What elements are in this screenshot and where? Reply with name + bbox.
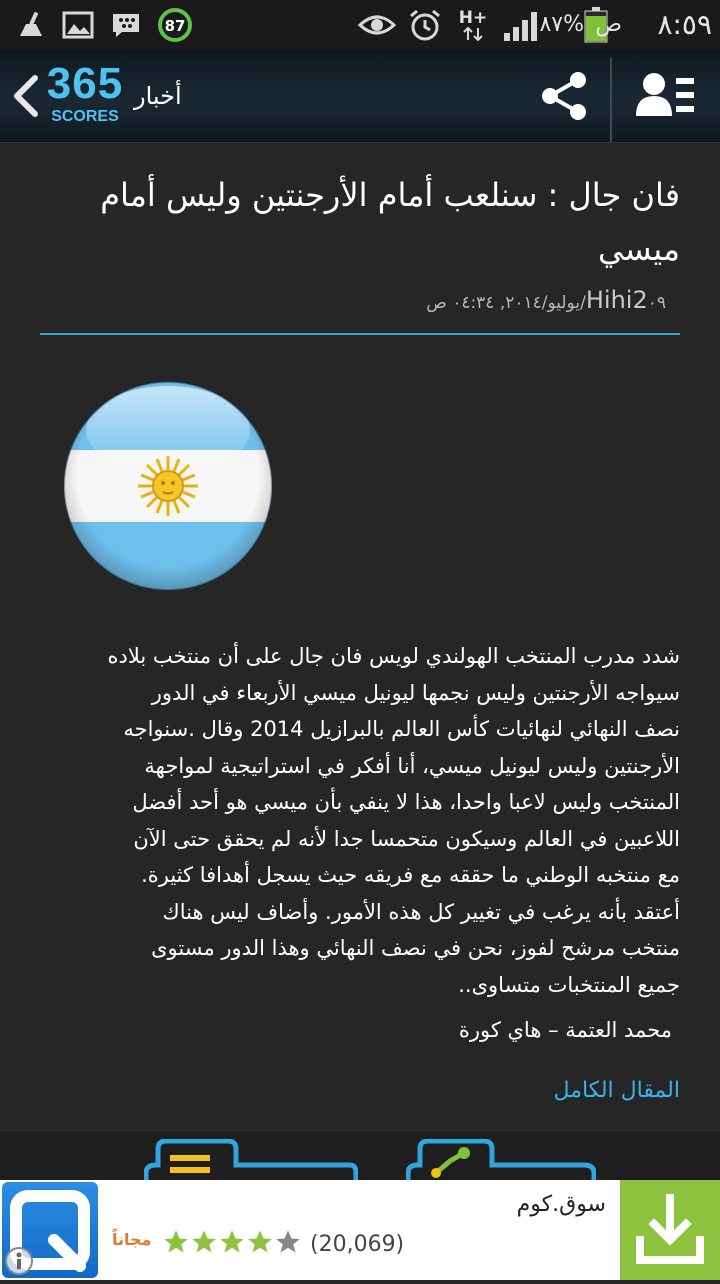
- star-icon: [246, 1228, 274, 1256]
- star-empty-icon: [274, 1228, 302, 1256]
- article-title: فان جال : سنلعب أمام الأرجنتين وليس أمام ميسي: [100, 176, 680, 268]
- network-hplus-icon: [456, 8, 490, 42]
- ad-review-count: (20,069): [310, 1232, 405, 1257]
- badge-87-icon: [156, 8, 194, 42]
- cleaner-icon: [16, 8, 46, 42]
- article-meta: [40, 286, 680, 326]
- stats-icon[interactable]: [406, 1139, 596, 1181]
- alarm-icon: [408, 8, 442, 42]
- status-time: ٨:٥٩: [657, 8, 712, 41]
- body-line: نصف النهائي لنهائيات كأس العالم بالبرازيل 2014 وقال .سنواجه: [123, 717, 680, 741]
- download-icon[interactable]: [620, 1180, 720, 1280]
- argentina-flag-icon: [60, 378, 276, 594]
- article-byline: محمد العتمة – هاي كورة: [458, 1018, 672, 1042]
- star-icon: [162, 1228, 190, 1256]
- status-am-pm: ص: [595, 12, 622, 37]
- body-line: أعتقد بأنه يرغب في تغيير كل هذه الأمور. وأضاف ليس هناك: [162, 899, 680, 924]
- article-author[interactable]: Hihi2: [585, 286, 648, 314]
- title-divider: [40, 333, 680, 335]
- body-line: منتخب مرشح لفوز، نحن في نصف النهائي وهذا الدور مستوى: [151, 936, 680, 960]
- badge-87-label: 87: [164, 17, 186, 35]
- ad-app-name: سوق.كوم: [516, 1192, 606, 1217]
- body-line: سيواجه الأرجنتين وليس نجمها ليونيل ميسي الأربعاء في الدور: [151, 680, 680, 705]
- article-body: [40, 638, 680, 1003]
- body-line: المنتخب وليس لاعبا واحدا، هذا لا ينفي بأن ميسي هو أحد أفضل: [132, 790, 680, 814]
- body-line: مع منتخبه الوطني ما حققه مع فريقه حيث يسجل أهدافا كثيرة.: [141, 863, 680, 887]
- back-chevron-icon[interactable]: [8, 72, 42, 120]
- share-icon[interactable]: [536, 66, 592, 126]
- body-line: شدد مدرب المنتخب الهولندي لويس فان جال على أن منتخب بلاده: [107, 644, 680, 668]
- bbm-icon: [110, 8, 142, 42]
- eye-icon: [358, 8, 396, 42]
- article-date: ٠٩/يوليو/٢٠١٤, ٠٤:٣٤ ص: [426, 293, 666, 313]
- logo-subtitle: SCORES: [51, 108, 119, 125]
- body-line: جميع المنتخبات متساوى..: [458, 972, 680, 997]
- action-bar: [0, 50, 720, 143]
- signal-icon: [502, 8, 540, 42]
- bottom-toolbar: [0, 1130, 720, 1181]
- logo-number: 365: [46, 59, 124, 108]
- ad-rating: [162, 1228, 302, 1258]
- action-bar-divider: [610, 58, 612, 142]
- status-bar: [0, 0, 720, 50]
- star-icon: [190, 1228, 218, 1256]
- star-icon: [218, 1228, 246, 1256]
- ad-banner[interactable]: [0, 1180, 720, 1280]
- ad-free-label: مجاناً: [112, 1230, 152, 1249]
- action-bar-title: أخبار: [134, 82, 182, 110]
- info-icon[interactable]: [4, 1246, 34, 1276]
- body-line: الأرجنتين وليس ليونيل ميسي، أنا أفكر في استراتيجية لمواجهة: [144, 753, 680, 778]
- full-article-link[interactable]: المقال الكامل: [553, 1078, 680, 1103]
- body-line: اللاعبين في العالم وسيكون متحمسا جدا لأنه لم يحقق حتى الآن: [133, 826, 680, 851]
- network-type-label: H+: [458, 8, 488, 28]
- battery-percent: ٨٧%: [539, 12, 584, 37]
- standings-icon[interactable]: [144, 1139, 358, 1181]
- profile-menu-icon[interactable]: [634, 68, 698, 124]
- app-logo[interactable]: [44, 60, 126, 132]
- gallery-icon: [62, 8, 94, 42]
